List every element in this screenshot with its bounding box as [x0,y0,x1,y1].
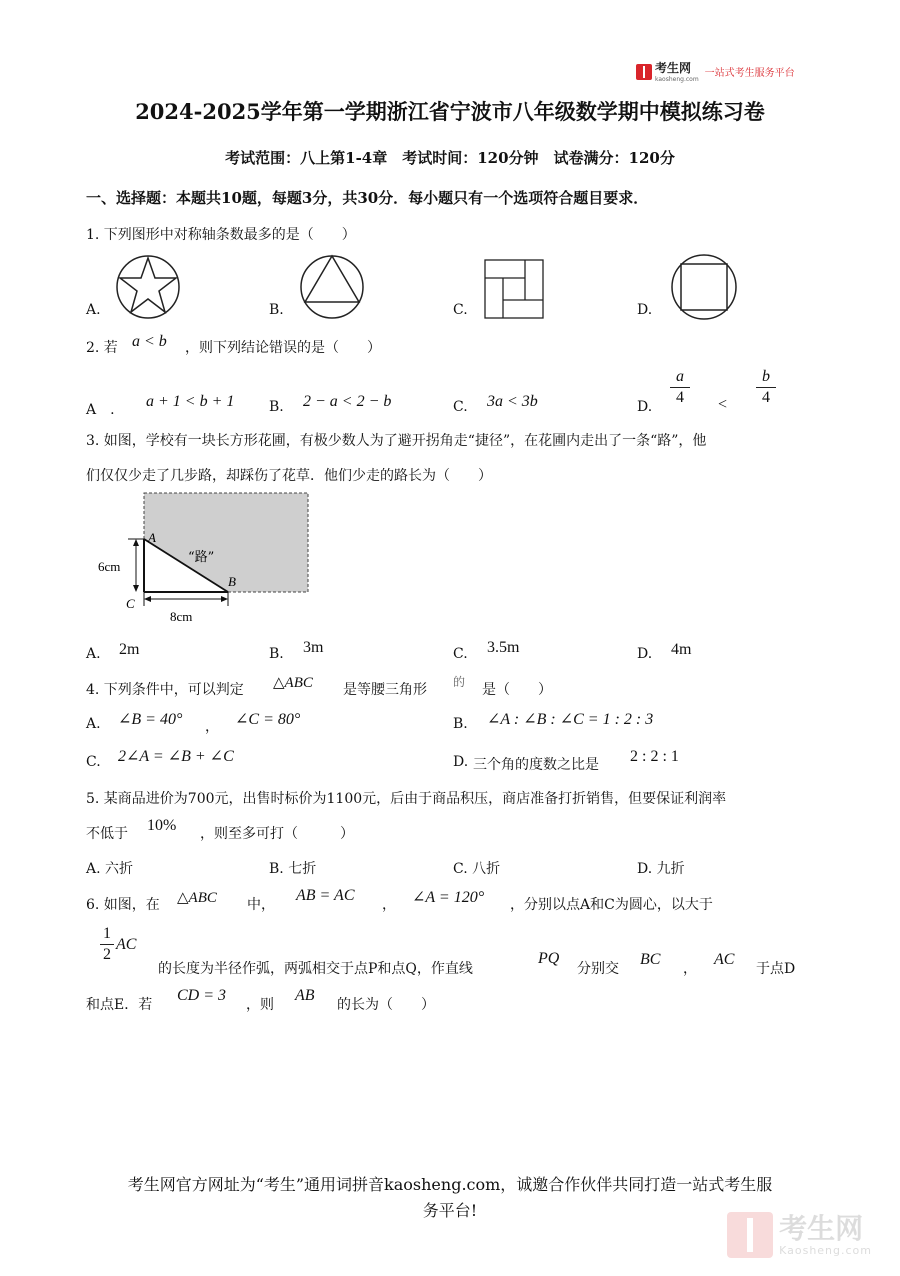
q6-point-d: 于点D [756,961,796,977]
q5-line-1: 5. 某商品进价为700元，出售时标价为1100元，后由于商品积压，商店准备打折销售，但要保证利润率 [86,791,727,807]
q2-suffix: ，则下列结论错误的是（ ） [185,340,381,356]
page-title: 2024-2025学年第一学期浙江省宁波市八年级数学期中模拟练习卷 [135,99,765,124]
q6-line-3-prefix: 和点E．若 [86,997,153,1013]
kaosheng-watermark-icon [727,1212,773,1258]
q2-d-left-numerator: a [676,368,684,385]
q4-option-c-expr: 2∠A = ∠B + ∠C [118,748,234,765]
q2-option-c-label: C. [453,399,468,415]
q3-option-a-value: 2m [119,641,140,658]
q4-option-d-text: 三个角的度数之比是 [473,757,599,773]
q2-prefix: 2. 若 [86,340,118,356]
q5-option-a: A. 六折 [86,861,134,877]
q4-option-d-ratio: 2 : 2 : 1 [630,748,679,765]
q2-d-relation: < [718,396,728,413]
q6-prefix: 6. 如图，在 [86,897,160,913]
watermark-domain: Kaosheng.com [779,1243,872,1257]
q3-line-1: 3. 如图，学校有一块长方形花圃，有极少数人为了避开拐角走“捷径”，在花圃内走出了一条“路”，他 [86,433,707,449]
q5-prefix: 不低于 [86,826,128,842]
logo-domain: kaosheng.com [655,76,699,83]
section-heading: 一、选择题：本题共10题，每题3分，共30分．每小题只有一个选项符合题目要求． [86,189,649,207]
q2-d-left-denominator: 4 [676,389,684,406]
q1-stem: 1. 下列图形中对称轴条数最多的是（ ） [86,227,356,243]
q2-condition: a < b [132,333,167,350]
circle-with-triangle-figure [296,254,368,320]
q6-cross: 分别交 [577,961,619,977]
figure-height-label: 6cm [98,559,121,574]
q4-prefix: 4. 下列条件中，可以判定 [86,682,244,698]
q6-fraction [100,925,114,964]
q4-suffix: 是（ ） [482,682,552,698]
q4-option-a-expr-1: ∠B = 40° [118,711,183,728]
q2-option-a-expr: a + 1 < b + 1 [146,393,235,410]
q3-option-a-label: A. [86,646,101,662]
flowerbed-figure [90,488,320,628]
watermark-logo [727,1212,872,1258]
q1-option-d-label: D. [637,302,653,318]
q5-option-d: D. 九折 [637,861,685,877]
q6-ac: AC [714,951,735,968]
q2-option-b-label: B. [269,399,284,415]
logo-name: 考生网 [655,61,692,75]
watermark-name: 考生网 [779,1211,864,1245]
footer-line-1: 考生网官方网址为“考生”通用词拼音kaosheng.com，诚邀合作伙伴共同打造一站式考生服 [127,1175,773,1194]
footer-line-2: 务平台! [422,1201,478,1220]
kaosheng-logo-icon [636,64,652,80]
q6-then: ，则 [246,997,274,1013]
figure-width-label: 8cm [170,609,193,624]
q6-fraction-ac: AC [116,936,137,953]
q6-ab: AB [295,987,315,1004]
q5-option-b: B. 七折 [269,861,317,877]
pinwheel-square-figure [483,258,547,320]
q2-d-right-denominator: 4 [762,389,770,406]
q1-option-c-label: C. [453,302,468,318]
q2-option-d-label: D. [637,399,653,415]
q2-d-left-fraction [670,368,690,407]
q1-option-a-label: A. [86,302,101,318]
fraction-bar [756,387,776,388]
q6-triangle: △ABC [177,890,217,906]
q5-option-c: C. 八折 [453,861,501,877]
q6-cd-value: CD = 3 [177,987,227,1004]
figure-label-b: B [228,574,236,589]
q4-option-a-separator: ， [205,719,219,735]
q3-option-c-label: C. [453,646,468,662]
q5-percentage: 10% [147,817,177,834]
q3-option-c-value: 3.5m [487,639,520,656]
q6-fraction-denominator: 2 [103,946,111,963]
q3-option-b-label: B. [269,646,284,662]
q2-option-c-expr: 3a < 3b [487,393,538,410]
q1-option-b-label: B. [269,302,284,318]
q4-option-c-label: C. [86,754,101,770]
q2-option-b-expr: 2 − a < 2 − b [303,393,392,410]
q4-option-b-label: B. [453,716,468,732]
q4-option-a-expr-2: ∠C = 80° [235,711,301,728]
q6-line-pq: PQ [538,950,560,967]
q6-suffix-1: ，分别以点A和C为圆心，以大于 [510,897,713,913]
figure-label-c: C [126,596,135,611]
q6-equal-sides: AB = AC [296,887,355,904]
q2-d-right-numerator: b [762,368,770,385]
figure-road-label: “路” [188,550,215,565]
q4-option-b-expr: ∠A : ∠B : ∠C = 1 : 2 : 3 [487,711,654,728]
q6-comma-2: ， [683,961,697,977]
exam-info: 考试范围：八上第1-4章 考试时间：120分钟 试卷满分：120分 [225,149,675,167]
q6-zhong: 中， [247,897,275,913]
q6-fraction-numerator: 1 [103,925,111,942]
q4-triangle: △ABC [273,675,313,691]
q5-suffix: ，则至多可打（ ） [200,826,354,842]
q3-option-d-value: 4m [671,641,692,658]
q6-bc: BC [640,951,661,968]
q6-middle: 的长度为半径作弧，两弧相交于点P和点Q，作直线 [158,961,473,977]
q3-option-b-value: 3m [303,639,324,656]
q4-particle: 的 [453,675,466,689]
watermark-text [779,1211,872,1257]
brand-logo [636,60,795,83]
q3-line-2: 们仅仅少走了几步路，却踩伤了花草．他们少走的路长为（ ） [86,468,492,484]
fraction-bar [670,387,690,388]
q3-option-d-label: D. [637,646,653,662]
logo-slogan: 一站式考生服务平台 [704,68,795,79]
q4-option-a-label: A. [86,716,101,732]
logo-text-block [652,60,699,83]
q4-middle: 是等腰三角形 [343,682,427,698]
q6-comma-1: ， [382,897,396,913]
q4-option-d-label: D. [453,754,469,770]
q6-ending: 的长为（ ） [337,997,435,1013]
figure-label-a: A [148,530,156,545]
q2-option-a-label: A . [86,402,115,418]
circle-with-square-figure [668,252,740,322]
fraction-bar [100,944,114,945]
q2-d-right-fraction [756,368,776,407]
circle-with-star-figure [112,254,184,320]
q6-angle: ∠A = 120° [412,889,485,906]
